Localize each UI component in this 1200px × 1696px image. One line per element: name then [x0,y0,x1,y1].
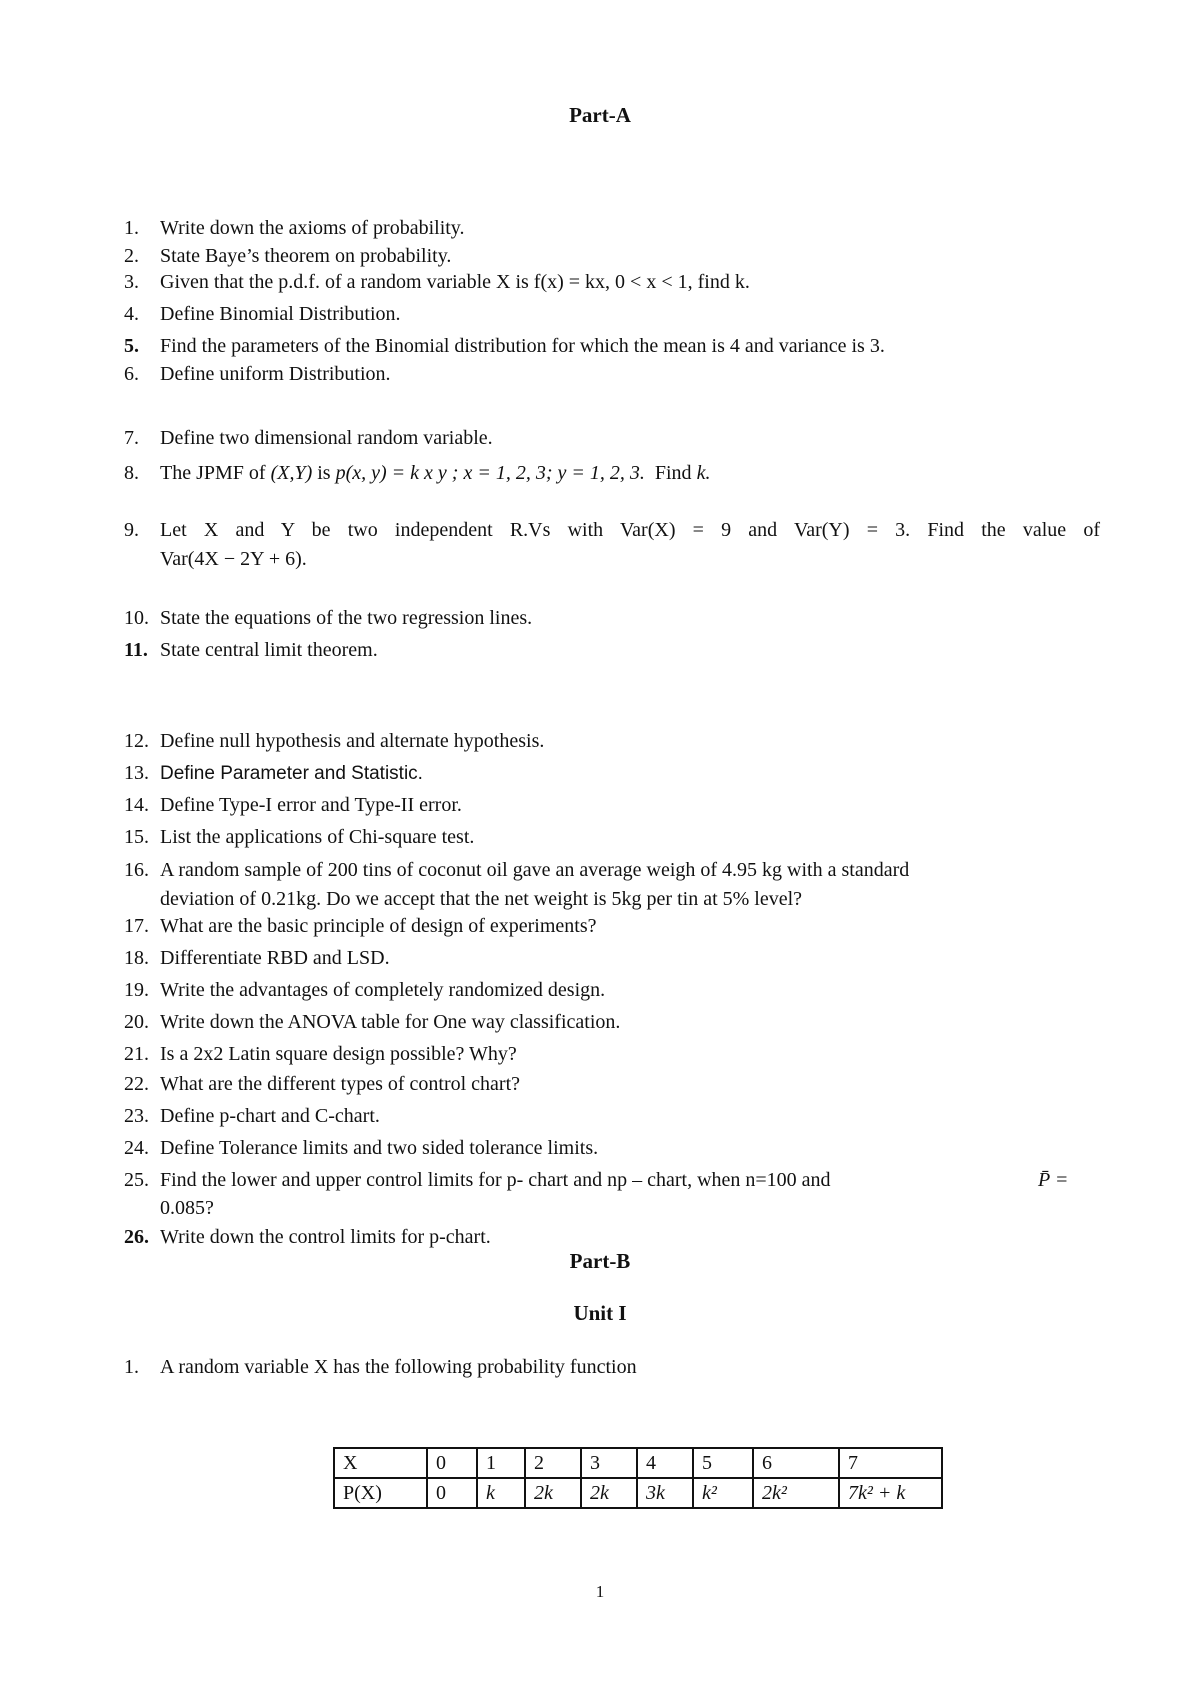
question-23: 23. Define p-chart and C-chart. [124,1105,380,1127]
question-9: 9. Let X and Y be two independent R.Vs with Var(X) = 9 and Var(Y) = 3. Find the value of Var(4X − 2Y + 6). [124,519,1100,570]
question-6: 6. Define uniform Distribution. [124,363,391,385]
question-26: 26. Write down the control limits for p-chart. [124,1226,491,1248]
table-cell: 2 [525,1448,581,1478]
table-cell: 1 [477,1448,525,1478]
question-2: 2. State Baye’s theorem on probability. [124,245,452,267]
probability-table [333,1447,943,1509]
question-12: 12. Define null hypothesis and alternate hypothesis. [124,730,545,752]
question-11: 11. State central limit theorem. [124,639,378,661]
table-cell: 7 [839,1448,942,1478]
question-25-continued: 0.085? [160,1197,214,1219]
question-4: 4. Define Binomial Distribution. [124,303,401,325]
page-number: 1 [595,1582,605,1601]
table-cell: 6 [753,1448,839,1478]
table-row [334,1478,942,1508]
question-13: 13. Define Parameter and Statistic. [124,762,423,784]
table-cell: 3k [637,1478,693,1508]
table-row [334,1448,942,1478]
question-3: 3. Given that the p.d.f. of a random variable X is f(x) = kx, 0 < x < 1, find k. [124,271,750,293]
question-18: 18. Differentiate RBD and LSD. [124,947,390,969]
question-25: 25. Find the lower and upper control limits for p- chart and np – chart, when n=100 and [124,1169,831,1191]
table-cell: 5 [693,1448,753,1478]
table-cell: 2k² [753,1478,839,1508]
question-1: 1. Write down the axioms of probability. [124,217,465,239]
table-cell: 7k² + k [839,1478,942,1508]
question-5: 5. Find the parameters of the Binomial distribution for which the mean is 4 and variance is 3. [124,335,885,357]
table-cell: k [477,1478,525,1508]
table-cell: 0 [427,1448,477,1478]
question-20: 20. Write down the ANOVA table for One way classification. [124,1011,621,1033]
table-cell: 2k [581,1478,637,1508]
p-bar-symbol: P̄ = [1038,1169,1069,1191]
table-cell: 3 [581,1448,637,1478]
jpmf-formula: p(x, y) = k x y ; x = 1, 2, 3; y = 1, 2, 3. [335,462,645,484]
table-cell: k² [693,1478,753,1508]
table-cell: X [334,1448,427,1478]
table-cell: 2k [525,1478,581,1508]
table-cell: P(X) [334,1478,427,1508]
question-17: 17. What are the basic principle of design of experiments? [124,915,597,937]
part-b-heading: Part-B [569,1249,631,1273]
part-b-question-1: 1. A random variable X has the following probability function [124,1356,637,1378]
question-7: 7. Define two dimensional random variable. [124,427,493,449]
question-21: 21. Is a 2x2 Latin square design possible? Why? [124,1043,517,1065]
question-24: 24. Define Tolerance limits and two sided tolerance limits. [124,1137,599,1159]
question-14: 14. Define Type-I error and Type-II error. [124,794,462,816]
question-10: 10. State the equations of the two regression lines. [124,607,533,629]
question-22: 22. What are the different types of control chart? [124,1073,521,1095]
unit-1-heading: Unit I [573,1301,627,1325]
question-15: 15. List the applications of Chi-square test. [124,826,475,848]
part-a-heading: Part-A [569,103,631,127]
table-cell: 4 [637,1448,693,1478]
question-16: 16. A random sample of 200 tins of coconut oil gave an average weigh of 4.95 kg with a standard deviation of 0.21kg. Do we accept that the net weight is 5kg per tin at 5% level? [124,859,910,910]
table-cell: 0 [427,1478,477,1508]
question-19: 19. Write the advantages of completely randomized design. [124,979,606,1001]
question-8: 8. The JPMF of (X,Y) is p(x, y) = k x y ; x = 1, 2, 3; y = 1, 2, 3. Find k. [124,462,711,484]
